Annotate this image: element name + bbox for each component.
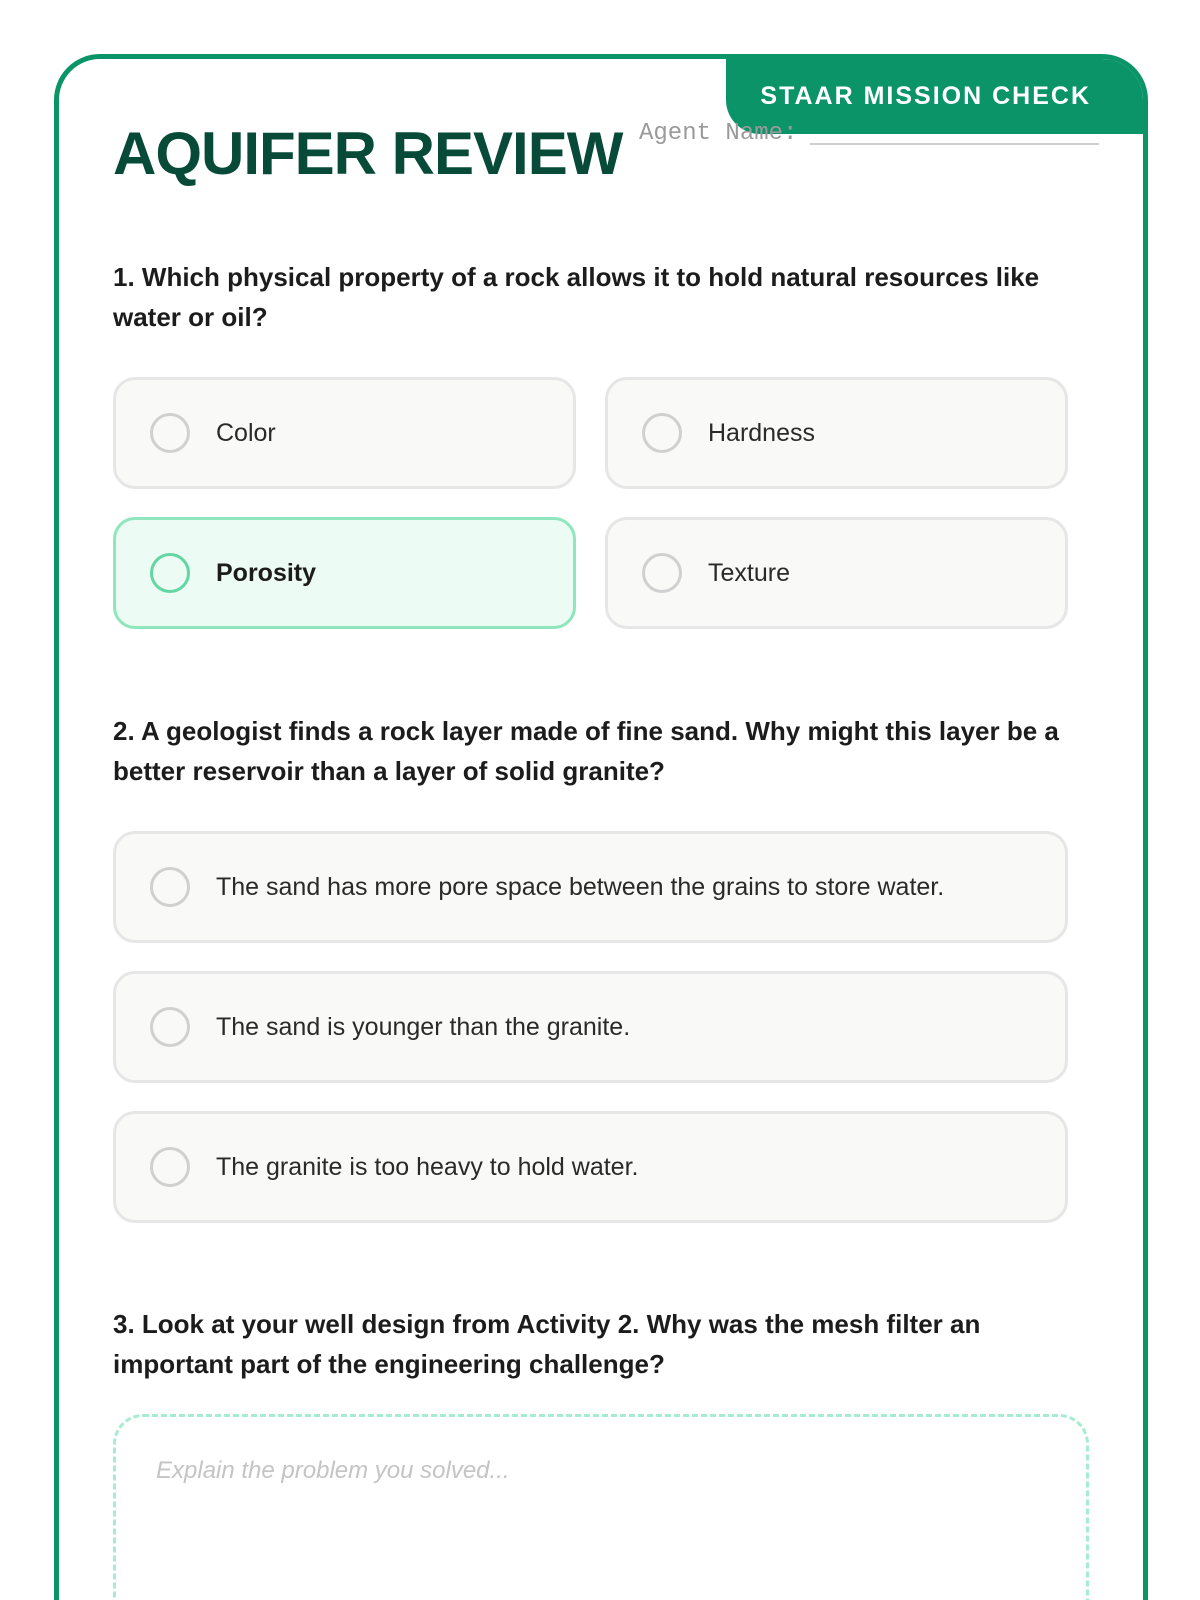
option-label: Hardness (708, 418, 815, 447)
radio-circle-icon[interactable] (150, 553, 190, 593)
agent-name-label: Agent Name: (639, 120, 798, 147)
q2-option-b[interactable] (113, 971, 1068, 1083)
q2-option-c[interactable] (113, 1111, 1068, 1223)
agent-name-field[interactable] (639, 117, 1099, 151)
q2-option-a[interactable] (113, 831, 1068, 943)
q1-option-porosity[interactable] (113, 517, 576, 629)
radio-circle-icon[interactable] (150, 413, 190, 453)
question-3-text: 3. Look at your well design from Activity 2. Why was the mesh filter an important part of the engineering challenge? (113, 1309, 981, 1379)
option-label: Porosity (216, 558, 317, 587)
radio-circle-icon[interactable] (642, 413, 682, 453)
option-label: The sand has more pore space between the grains to store water. (216, 872, 945, 901)
radio-circle-icon[interactable] (150, 1147, 190, 1187)
question-2-text: 2. A geologist finds a rock layer made of fine sand. Why might this layer be a better reservoir than a layer of solid granite? (113, 716, 1059, 786)
radio-circle-icon[interactable] (642, 553, 682, 593)
radio-circle-icon[interactable] (150, 867, 190, 907)
option-label: Texture (708, 558, 790, 587)
q1-option-hardness[interactable] (605, 377, 1068, 489)
page-title: AQUIFER REVIEW (113, 120, 623, 187)
agent-name-line[interactable] (810, 143, 1099, 145)
option-label: The granite is too heavy to hold water. (216, 1152, 639, 1181)
option-label: The sand is younger than the granite. (216, 1012, 631, 1041)
quiz-card (54, 54, 1148, 1600)
question-1-text: 1. Which physical property of a rock allows it to hold natural resources like water or oil? (113, 262, 1040, 332)
option-label: Color (216, 418, 276, 447)
q1-option-texture[interactable] (605, 517, 1068, 629)
q3-answer-input[interactable] (113, 1414, 1089, 1600)
radio-circle-icon[interactable] (150, 1007, 190, 1047)
mission-badge: STAAR MISSION CHECK (726, 59, 1143, 134)
q1-option-color[interactable] (113, 377, 576, 489)
